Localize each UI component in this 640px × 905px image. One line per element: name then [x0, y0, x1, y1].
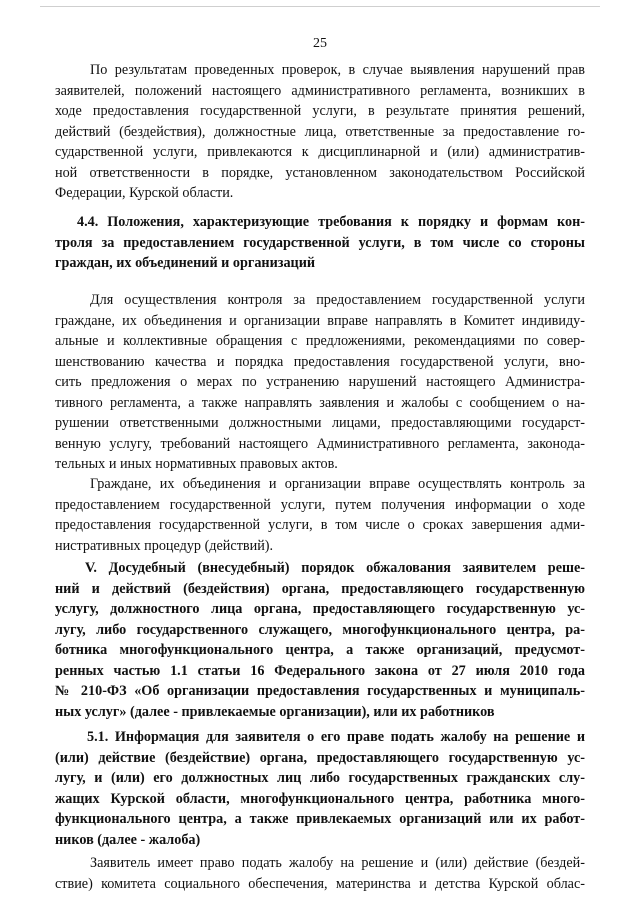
heading-line: ний и действий (бездействия) органа, предоставляющего государственную: [55, 580, 585, 597]
text-line: венную услугу, требований настоящего Административного регламента, законода-: [55, 435, 585, 452]
text-line: сударственной услуги, привлекаются к дисциплинарной и (или) административ-: [55, 144, 585, 160]
heading-line: ников (далее - жалоба): [55, 831, 201, 848]
text-line: нистративных процедур (действий).: [55, 537, 274, 554]
page-number: 25: [313, 36, 327, 51]
heading-line: (или) действие (бездействие) органа, предоставляющего государственную ус-: [55, 749, 585, 766]
text-line: предоставлением государственной услуги, путем получения информации о ходе: [55, 496, 585, 513]
scan-edge-line: [40, 6, 600, 7]
heading-line: функционального центра, а также привлекаемых организаций или их работ-: [55, 811, 585, 827]
text-line: тельных и иных нормативных правовых актов.: [55, 456, 338, 472]
text-line: шенствованию качества и порядка предоставления государственой услуги, вно-: [55, 353, 585, 370]
text-line: заявителей, положений настоящего административного регламента, возникших в: [55, 82, 585, 99]
heading-line: № 210-ФЗ «Об организации предоставления государственных и муниципаль-: [55, 683, 585, 699]
text-line: Федерации, Курской области.: [55, 185, 234, 201]
heading-line: ренных частью 1.1 статьи 16 Федерального закона от 27 июля 2010 года: [55, 662, 585, 679]
heading-line: ных услуг» (далее - привлекаемые организации), или их работников: [55, 703, 495, 720]
text-line: ходе предоставления государственной услуги, в результате принятия решений,: [55, 103, 585, 119]
text-line: предоставления государственной услуги, в том числе о сроках завершения адми-: [55, 517, 585, 533]
text-line: ствие) комитета социального обеспечения, материнства и детства Курской облас-: [55, 875, 585, 892]
text-line: Заявитель имеет право подать жалобу на решение и (или) действие (бездей-: [90, 855, 585, 871]
heading-line: лугу, либо государственного служащего, многофункционального центра, ра-: [55, 621, 585, 638]
text-line: сить предложения о мерах по устранению нарушений настоящего Администра-: [55, 374, 585, 390]
text-line: тивного регламента, а также направлять заявления и жалобы с сообщением о на-: [55, 394, 585, 411]
heading-line: V. Досудебный (внесудебный) порядок обжалования заявителем реше-: [85, 560, 585, 576]
text-line: альные и коллективные обращения с предложениями, рекомендациями по совер-: [55, 333, 585, 349]
text-line: действий (бездействия), должностные лица, ответственные за предоставление го-: [55, 123, 585, 140]
heading-line: граждан, их объединений и организаций: [55, 255, 316, 271]
text-line: По результатам проведенных проверок, в случае выявления нарушений прав: [90, 62, 585, 78]
text-line: рушении ответственными должностными лицами, предоставляющими государст-: [55, 415, 585, 431]
heading-line: жащих Курской области, многофункционального центра, работника много-: [55, 790, 585, 807]
section-heading-5-1: [55, 727, 585, 850]
heading-line: 4.4. Положения, характеризующие требования к порядку и формам кон-: [77, 214, 585, 230]
text-line: Для осуществления контроля за предоставлением государственной услуги: [90, 292, 585, 308]
section-heading-5: [55, 558, 585, 722]
paragraph-control-information: [55, 474, 585, 556]
heading-line: 5.1. Информация для заявителя о его праве подать жалобу на решение и: [87, 729, 585, 745]
heading-line: ботника многофункционального центра, а также организаций, предусмот-: [55, 642, 585, 658]
paragraph-inspection-results: [55, 60, 585, 204]
heading-line: услугу, должностного лица органа, предоставляющего государственную ус-: [55, 601, 585, 617]
paragraph-control-citizens: [55, 290, 585, 475]
text-line: Граждане, их объединения и организации вправе осуществлять контроль за: [90, 476, 585, 492]
heading-line: лугу, и (или) его должностных лиц либо государственных гражданских слу-: [55, 770, 585, 786]
paragraph-complaint-right: [55, 853, 585, 894]
text-line: ной ответственности в порядке, установленном законодательством Российской: [55, 164, 585, 181]
section-heading-4-4: [55, 212, 585, 274]
heading-line: троля за предоставлением государственной услуги, в том числе со стороны: [55, 234, 585, 251]
text-line: граждане, их объединения и организации вправе направлять в Комитет индивиду-: [55, 312, 585, 329]
